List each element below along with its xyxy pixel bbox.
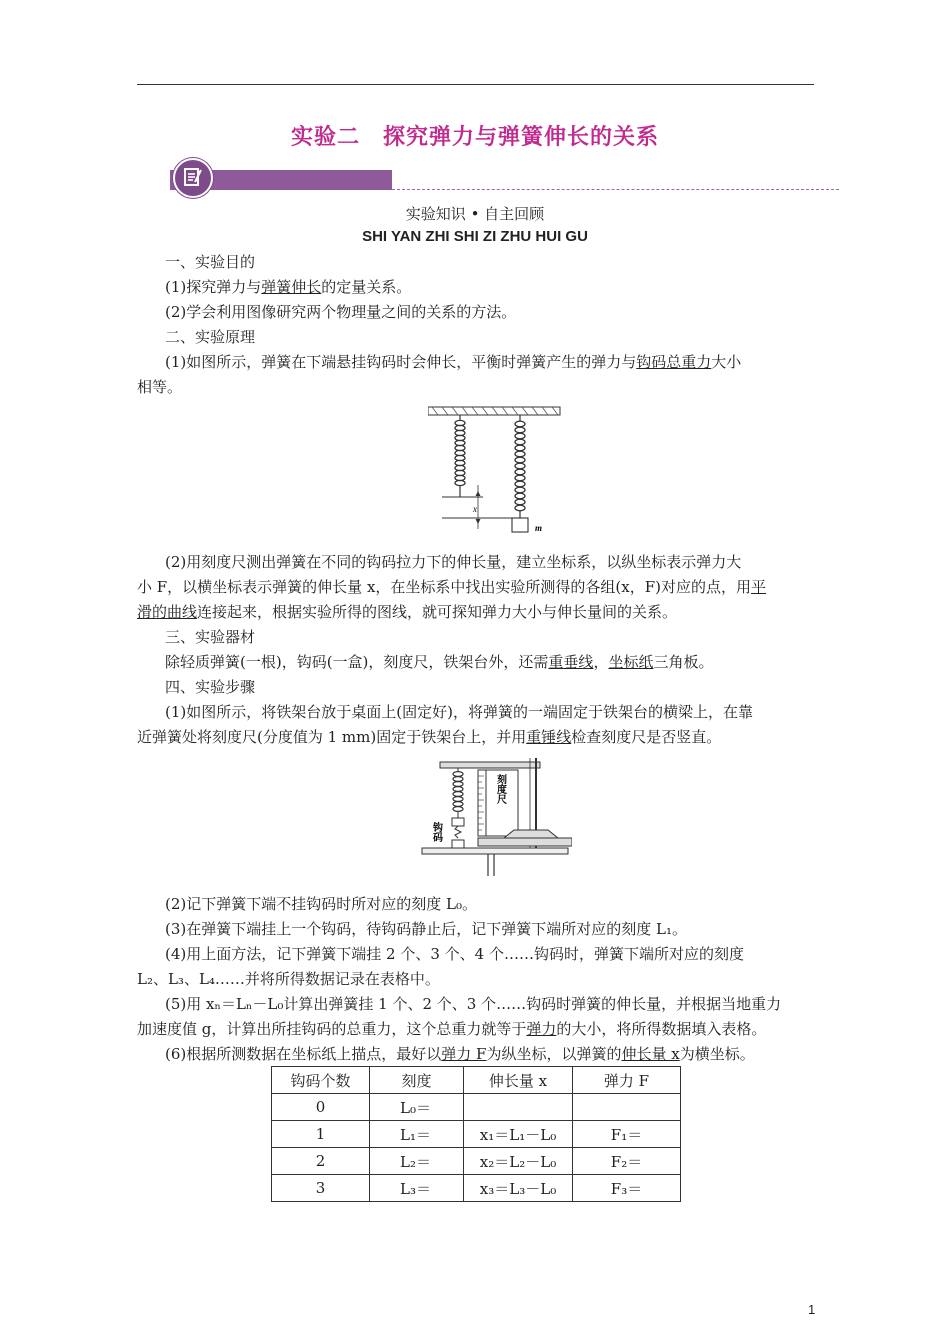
s4-p4: (4)用上面方法，记下弹簧下端挂 2 个、3 个、4 个……钩码时，弹簧下端所对应的刻度 xyxy=(165,945,744,963)
spring-figure xyxy=(428,405,568,540)
table-cell: x₂＝L₂－L₀ xyxy=(464,1148,573,1175)
s2-p2-cont2: 滑的曲线连接起来，根据实验所得的图线，就可探知弹力大小与伸长量间的关系。 xyxy=(137,603,678,621)
table-cell: F₂＝ xyxy=(573,1148,681,1175)
table-cell: 3 xyxy=(272,1175,370,1202)
fig1-label-x: x xyxy=(473,504,477,514)
table-cell: 1 xyxy=(272,1121,370,1148)
table-cell: x₁＝L₁－L₀ xyxy=(464,1121,573,1148)
s4-title: 四、实验步骤 xyxy=(165,678,256,696)
page-title: 实验二 探究弹力与弹簧伸长的关系 xyxy=(290,125,659,150)
table-cell: L₃＝ xyxy=(370,1175,464,1202)
s2-p1-cont: 相等。 xyxy=(137,378,183,396)
s1-p1: (1)探究弹力与弹簧伸长的定量关系。 xyxy=(165,278,412,296)
s4-p5: (5)用 xₙ＝Lₙ－L₀计算出弹簧挂 1 个、2 个、3 个……钩码时弹簧的伸长量，并根据当地重力 xyxy=(165,995,782,1013)
table-header: 弹力 F xyxy=(573,1067,681,1094)
section-banner-dash xyxy=(392,189,839,190)
iron-stand-figure xyxy=(418,758,572,878)
table-row xyxy=(272,1175,681,1202)
s4-p1-cont: 近弹簧处将刻度尺(分度值为 1 mm)固定于铁架台上，并用重锤线检查刻度尺是否竖直。 xyxy=(137,728,722,746)
s3-p: 除轻质弹簧(一根)，钩码(一盒)，刻度尺，铁架台外，还需重垂线，坐标纸三角板。 xyxy=(165,653,714,671)
table-cell: L₂＝ xyxy=(370,1148,464,1175)
table-row xyxy=(272,1094,681,1121)
s2-p1: (1)如图所示，弹簧在下端悬挂钩码时会伸长，平衡时弹簧产生的弹力与钩码总重力大小 xyxy=(165,353,742,371)
s4-p2: (2)记下弹簧下端不挂钩码时所对应的刻度 L₀。 xyxy=(165,895,477,913)
s4-p5-cont: 加速度值 g，计算出所挂钩码的总重力，这个总重力就等于弹力的大小，将所得数据填入表格。 xyxy=(137,1020,767,1038)
section-heading: 实验知识 • 自主回顾 xyxy=(405,205,545,223)
table-header: 刻度 xyxy=(370,1067,464,1094)
s1-title: 一、实验目的 xyxy=(165,253,256,271)
s2-p2: (2)用刻度尺测出弹簧在不同的钩码拉力下的伸长量，建立坐标系，以纵坐标表示弹力大 xyxy=(165,553,742,571)
s3-title: 三、实验器材 xyxy=(165,628,256,646)
table-cell: F₁＝ xyxy=(573,1121,681,1148)
table-cell: 0 xyxy=(272,1094,370,1121)
s4-p1: (1)如图所示，将铁架台放于桌面上(固定好)，将弹簧的一端固定于铁架台的横梁上，在靠 xyxy=(165,703,753,721)
top-rule xyxy=(137,84,814,85)
table-row xyxy=(272,1148,681,1175)
table-cell: 2 xyxy=(272,1148,370,1175)
table-cell xyxy=(573,1094,681,1121)
s4-p6: (6)根据所测数据在坐标纸上描点，最好以弹力 F为纵坐标，以弹簧的伸长量 x为横坐标。 xyxy=(165,1045,755,1063)
section-heading-pinyin: SHI YAN ZHI SHI ZI ZHU HUI GU xyxy=(362,228,588,245)
s4-p4-cont: L₂、L₃、L₄……并将所得数据记录在表格中。 xyxy=(137,970,440,988)
body-text xyxy=(137,250,814,1067)
s2-p2-cont: 小 F，以横坐标表示弹簧的伸长量 x，在坐标系中找出实验所测得的各组(x，F)对应的点，用平 xyxy=(137,578,766,596)
fig2-label-weights: 钩码 xyxy=(430,822,442,842)
fig2-label-ruler: 刻度尺 xyxy=(494,774,506,804)
s2-title: 二、实验原理 xyxy=(165,328,256,346)
table-row xyxy=(272,1121,681,1148)
notebook-icon xyxy=(173,158,213,198)
table-cell: x₃＝L₃－L₀ xyxy=(464,1175,573,1202)
table-header: 钩码个数 xyxy=(272,1067,370,1094)
data-table xyxy=(271,1066,681,1202)
table-cell: L₁＝ xyxy=(370,1121,464,1148)
table-cell: L₀＝ xyxy=(370,1094,464,1121)
s4-p3: (3)在弹簧下端挂上一个钩码，待钩码静止后，记下弹簧下端所对应的刻度 L₁。 xyxy=(165,920,687,938)
table-header-row xyxy=(272,1067,681,1094)
table-cell: F₃＝ xyxy=(573,1175,681,1202)
table-cell xyxy=(464,1094,573,1121)
s1-p2: (2)学会利用图像研究两个物理量之间的关系的方法。 xyxy=(165,303,517,321)
fig1-label-m: m xyxy=(535,523,543,533)
page-number: 1 xyxy=(808,1302,816,1317)
table-header: 伸长量 x xyxy=(464,1067,573,1094)
